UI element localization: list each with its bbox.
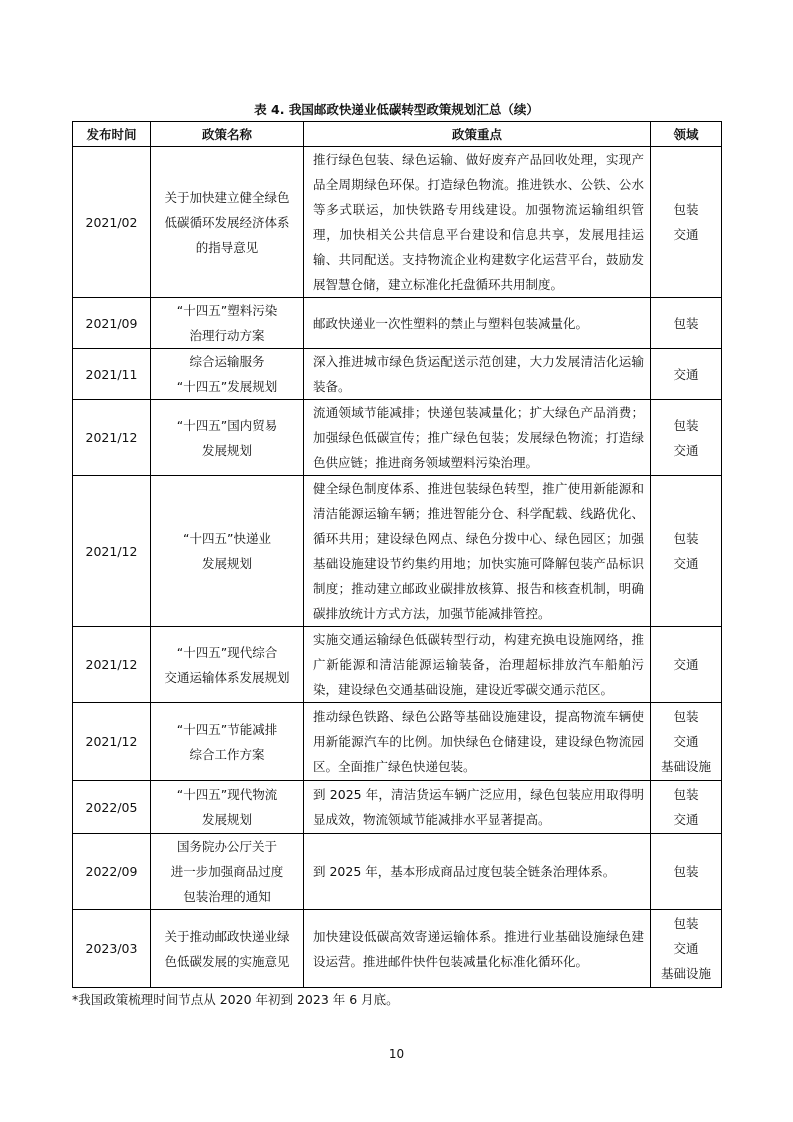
cell-date: 2023/03 <box>73 910 151 988</box>
cell-policy-name <box>151 627 304 703</box>
table-caption: 表 4. 我国邮政快递业低碳转型政策规划汇总（续） <box>254 102 539 117</box>
area-tag: 包装 <box>673 315 699 331</box>
table-row <box>73 476 722 627</box>
cell-date: 2021/12 <box>73 400 151 476</box>
area-tag: 包装 <box>673 709 699 724</box>
cell-policy-name <box>151 781 304 834</box>
policy-name-line: 低碳循环发展经济体系 <box>164 214 290 230</box>
policy-name-line: “十四五”发展规划 <box>176 379 278 394</box>
cell-area <box>651 147 722 298</box>
cell-policy-name <box>151 147 304 298</box>
area-tag: 交通 <box>673 366 699 382</box>
area-tag: 交通 <box>673 657 699 672</box>
cell-policy-key: 到 2025 年，基本形成商品过度包装全链条治理体系。 <box>304 834 651 910</box>
page-number: 10 <box>388 1047 405 1061</box>
policy-name-line: 国务院办公厅关于 <box>176 839 277 854</box>
cell-date: 2021/12 <box>73 476 151 627</box>
area-tag: 基础设施 <box>660 966 711 981</box>
table-row <box>73 703 722 781</box>
policy-name-line: “十四五”节能减排 <box>176 721 278 737</box>
policy-name-line: 关于推动邮政快递业绿 <box>164 928 290 944</box>
policy-name-line: “十四五”现代综合 <box>176 644 278 660</box>
header-policy-name: 政策名称 <box>151 122 304 147</box>
area-tag: 交通 <box>673 227 699 242</box>
table-row <box>73 349 722 400</box>
cell-policy-key: 健全绿色制度体系、推进包装绿色转型，推广使用新能源和清洁能源运输车辆；推进智能分仓、科学配载、线路优化、循环共用；建设绿色网点、绿色分拨中心、绿色园区；加强基础设施建设节约集约用地；加快实施可降解包装产品标识制度；推动建立邮政业碳排放核算、报告和核查机制，明确碳排放统计方式方法，加强节能减排管控。 <box>304 476 651 627</box>
table-row <box>73 298 722 349</box>
cell-date: 2022/09 <box>73 834 151 910</box>
cell-policy-name <box>151 476 304 627</box>
policy-name-line: “十四五”现代物流 <box>176 787 278 802</box>
cell-area <box>651 400 722 476</box>
cell-area <box>651 910 722 988</box>
cell-policy-name <box>151 400 304 476</box>
cell-policy-key: 邮政快递业一次性塑料的禁止与塑料包装减量化。 <box>304 298 651 349</box>
policy-name-line: “十四五”国内贸易 <box>176 417 278 433</box>
table-row <box>73 627 722 703</box>
cell-policy-name <box>151 298 304 349</box>
area-tag: 交通 <box>673 812 699 827</box>
table-row <box>73 834 722 910</box>
area-tag: 交通 <box>673 556 699 571</box>
cell-area <box>651 476 722 627</box>
cell-date: 2021/11 <box>73 349 151 400</box>
header-policy-key: 政策重点 <box>304 122 651 147</box>
area-tag: 基础设施 <box>660 759 711 774</box>
policy-name-line: 的指导意见 <box>195 239 259 255</box>
area-tag: 交通 <box>673 442 699 458</box>
cell-policy-key: 实施交通运输绿色低碳转型行动，构建充换电设施网络，推广新能源和清洁能源运输装备，治理超标排放汽车船舶污染，建设绿色交通基础设施，建设近零碳交通示范区。 <box>304 627 651 703</box>
policy-table <box>72 121 722 988</box>
cell-date: 2021/09 <box>73 298 151 349</box>
policy-name-line: 综合运输服务 <box>189 354 265 369</box>
header-date: 发布时间 <box>73 122 151 147</box>
area-tag: 包装 <box>673 916 699 931</box>
cell-policy-key: 推行绿色包装、绿色运输、做好废弃产品回收处理，实现产品全周期绿色环保。打造绿色物流。推进铁水、公铁、公水等多式联运，加快铁路专用线建设。加强物流运输组织管理，加快相关公共信息平台建设和信息共享，发展甩挂运输、共同配送。支持物流企业构建数字化运营平台，鼓励发展智慧仓储，建立标准化托盘循环共用制度。 <box>304 147 651 298</box>
header-area: 领域 <box>651 122 722 147</box>
table-row <box>73 910 722 988</box>
cell-policy-name <box>151 834 304 910</box>
cell-date: 2021/02 <box>73 147 151 298</box>
cell-policy-key: 加快建设低碳高效寄递运输体系。推进行业基础设施绿色建设运营。推进邮件快件包装减量化标准化循环化。 <box>304 910 651 988</box>
table-row <box>73 400 722 476</box>
policy-name-line: 进一步加强商品过度 <box>170 864 284 879</box>
cell-date: 2021/12 <box>73 703 151 781</box>
policy-name-line: 色低碳发展的实施意见 <box>164 953 290 969</box>
cell-policy-name <box>151 349 304 400</box>
policy-name-line: “十四五”快递业 <box>183 531 271 546</box>
policy-name-line: 包装治理的通知 <box>183 889 271 904</box>
policy-name-line: 发展规划 <box>201 556 252 571</box>
area-tag: 包装 <box>673 417 699 433</box>
area-tag: 交通 <box>673 941 699 956</box>
cell-area <box>651 349 722 400</box>
cell-area <box>651 627 722 703</box>
policy-name-line: 发展规划 <box>201 812 252 827</box>
table-header-row <box>73 122 722 147</box>
area-tag: 包装 <box>673 202 699 217</box>
policy-name-line: 交通运输体系发展规划 <box>164 669 290 685</box>
area-tag: 包装 <box>673 531 699 546</box>
cell-area <box>651 703 722 781</box>
cell-policy-key: 推动绿色铁路、绿色公路等基础设施建设，提高物流车辆使用新能源汽车的比例。加快绿色仓储建设，建设绿色物流园区。全面推广绿色快递包装。 <box>304 703 651 781</box>
policy-name-line: “十四五”塑料污染 <box>176 303 278 318</box>
cell-policy-key: 深入推进城市绿色货运配送示范创建，大力发展清洁化运输装备。 <box>304 349 651 400</box>
cell-policy-key: 流通领域节能减排；快递包装减量化；扩大绿色产品消费；加强绿色低碳宣传；推广绿色包装；发展绿色物流；打造绿色供应链；推进商务领域塑料污染治理。 <box>304 400 651 476</box>
policy-name-line: 综合工作方案 <box>189 746 265 762</box>
cell-policy-name <box>151 910 304 988</box>
cell-area <box>651 781 722 834</box>
footnote: *我国政策梳理时间节点从 2020 年初到 2023 年 6 月底。 <box>72 992 399 1007</box>
cell-policy-name <box>151 703 304 781</box>
cell-area <box>651 834 722 910</box>
cell-area <box>651 298 722 349</box>
cell-date: 2022/05 <box>73 781 151 834</box>
area-tag: 交通 <box>673 734 699 749</box>
table-row <box>73 147 722 298</box>
cell-policy-key: 到 2025 年，清洁货运车辆广泛应用，绿色包装应用取得明显成效，物流领域节能减排水平显著提高。 <box>304 781 651 834</box>
cell-date: 2021/12 <box>73 627 151 703</box>
policy-name-line: 治理行动方案 <box>189 328 265 343</box>
area-tag: 包装 <box>673 864 699 879</box>
policy-name-line: 发展规划 <box>201 442 252 458</box>
area-tag: 包装 <box>673 787 699 802</box>
policy-name-line: 关于加快建立健全绿色 <box>164 189 290 205</box>
table-row <box>73 781 722 834</box>
